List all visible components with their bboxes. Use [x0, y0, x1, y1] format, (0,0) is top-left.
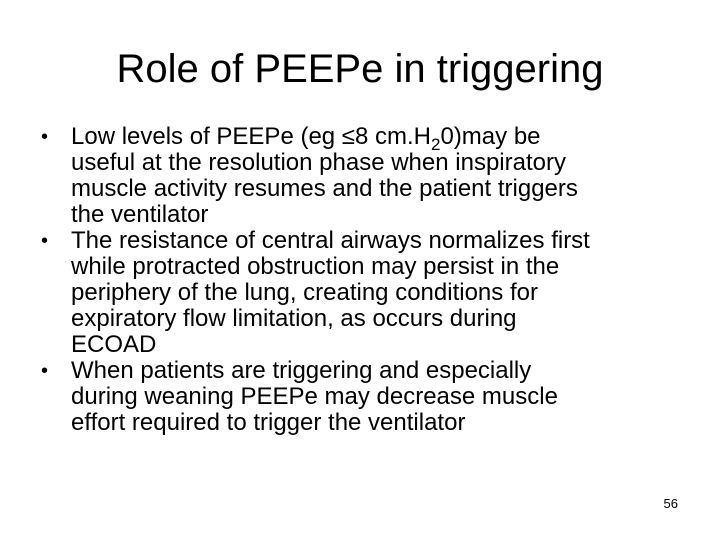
bullet-item-2 — [41, 228, 691, 358]
slide-title: Role of PEEPe in triggering — [116, 47, 604, 91]
bullet-marker: • — [41, 126, 49, 148]
bullet-line: periphery of the lung, creating conditions for — [71, 279, 538, 306]
bullet-line: ECOAD — [71, 331, 157, 358]
bullet-line: useful at the resolution phase when inspiratory — [71, 149, 566, 176]
bullet-line: the ventilator — [71, 201, 209, 228]
bullet-item-1 — [41, 124, 691, 228]
subscript-text: 2 — [431, 135, 441, 154]
bullet-marker: • — [41, 230, 49, 252]
bullet-line: while protracted obstruction may persist in the — [71, 253, 560, 280]
bullet-line: expiratory flow limitation, as occurs during — [71, 305, 517, 332]
bullet-item-3 — [41, 358, 691, 436]
bullet-text: 0)may be — [440, 123, 541, 150]
bullet-line: The resistance of central airways normalizes first — [71, 227, 590, 254]
bullet-line: When patients are triggering and especially — [71, 357, 532, 384]
bullet-line — [71, 123, 691, 154]
bullet-marker: • — [41, 360, 49, 382]
bullet-list — [41, 124, 691, 436]
bullet-line: effort required to trigger the ventilator — [71, 409, 466, 436]
bullet-line: muscle activity resumes and the patient triggers — [71, 175, 578, 202]
bullet-line: during weaning PEEPe may decrease muscle — [71, 383, 558, 410]
page-number: 56 — [663, 496, 678, 511]
bullet-text: Low levels of PEEPe (eg ≤8 cm.H — [71, 123, 431, 150]
